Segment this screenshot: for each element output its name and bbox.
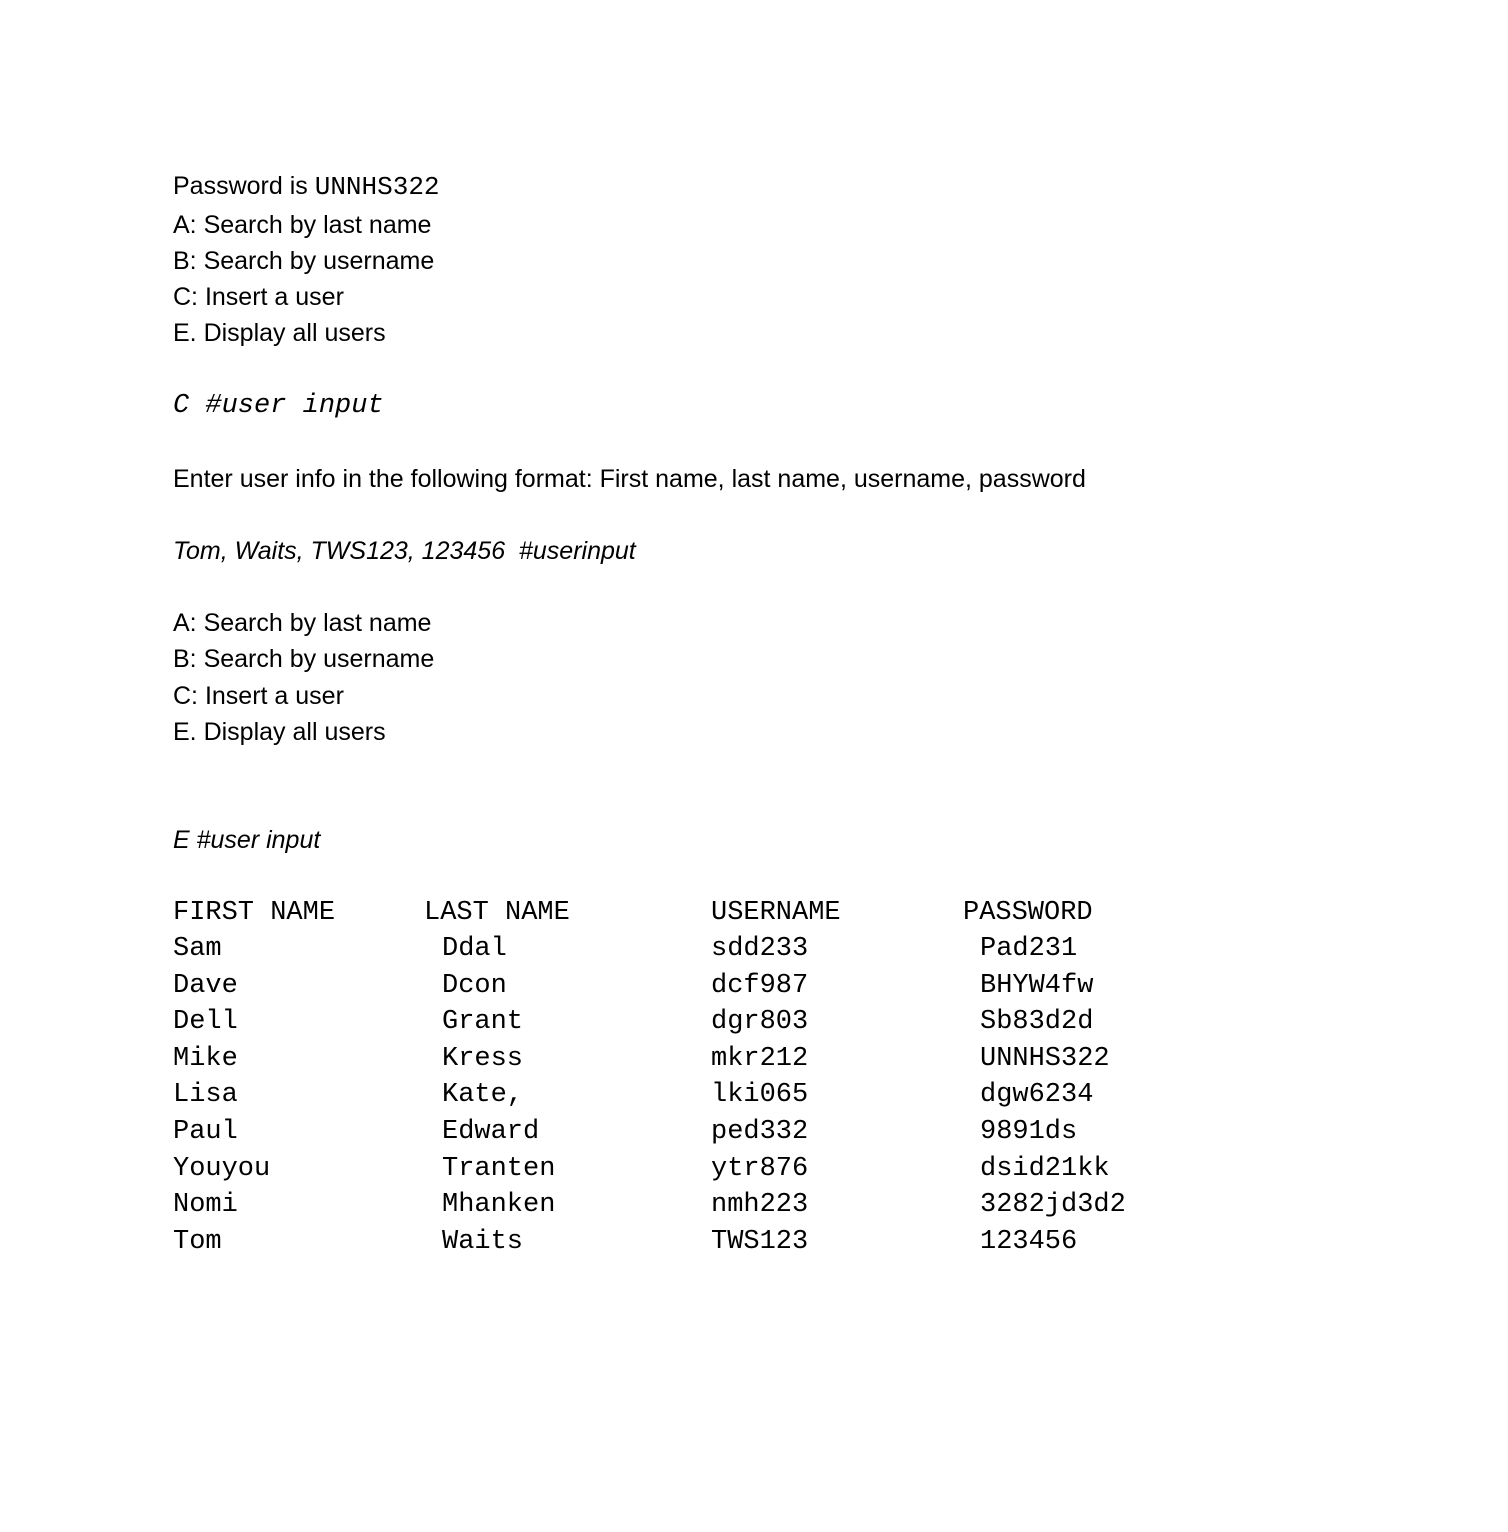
cell-last-name: Edward (442, 1117, 540, 1147)
cell-first-name: Paul (173, 1117, 238, 1147)
cell-password: UNNHS322 (980, 1044, 1110, 1074)
cell-last-name: Grant (442, 1007, 524, 1037)
format-prompt: Enter user info in the following format: First name, last name, username, password (173, 465, 1086, 493)
menu-option-e-2: E. Display all users (173, 718, 386, 746)
cell-first-name: Dell (173, 1007, 238, 1037)
user-input-e: E #user input (173, 826, 321, 854)
cell-first-name: Dave (173, 971, 238, 1001)
cell-password: Pad231 (980, 934, 1078, 964)
cell-username: ytr876 (711, 1154, 809, 1184)
cell-username: sdd233 (711, 934, 809, 964)
cell-password: dgw6234 (980, 1080, 1094, 1110)
menu-option-e: E. Display all users (173, 319, 386, 347)
cell-username: lki065 (711, 1080, 809, 1110)
cell-first-name: Nomi (173, 1190, 238, 1220)
cell-password: BHYW4fw (980, 971, 1094, 1001)
cell-last-name: Kate, (442, 1080, 524, 1110)
user-entry: Tom, Waits, TWS123, 123456 #userinput (173, 537, 636, 565)
header-first-name: FIRST NAME (173, 898, 336, 928)
cell-first-name: Lisa (173, 1080, 238, 1110)
menu-option-a: A: Search by last name (173, 211, 432, 239)
menu-option-b-2: B: Search by username (173, 645, 435, 673)
cell-first-name: Tom (173, 1227, 222, 1257)
menu-option-c: C: Insert a user (173, 283, 344, 311)
header-password: PASSWORD (963, 898, 1093, 928)
cell-username: dcf987 (711, 971, 809, 1001)
cell-username: dgr803 (711, 1007, 809, 1037)
cell-last-name: Waits (442, 1227, 524, 1257)
header-last-name: LAST NAME (424, 898, 570, 928)
cell-last-name: Dcon (442, 971, 507, 1001)
cell-first-name: Sam (173, 934, 222, 964)
cell-password: dsid21kk (980, 1154, 1110, 1184)
password-line (173, 172, 440, 202)
password-value: UNNHS322 (314, 172, 440, 202)
menu-option-a-2: A: Search by last name (173, 609, 432, 637)
cell-password: 123456 (980, 1227, 1078, 1257)
cell-password: Sb83d2d (980, 1007, 1094, 1037)
header-username: USERNAME (711, 898, 841, 928)
cell-password: 9891ds (980, 1117, 1078, 1147)
user-input-c: C #user input (173, 391, 384, 421)
cell-username: nmh223 (711, 1190, 809, 1220)
cell-first-name: Youyou (173, 1154, 271, 1184)
cell-last-name: Kress (442, 1044, 524, 1074)
password-label: Password is (173, 172, 315, 200)
cell-last-name: Ddal (442, 934, 507, 964)
cell-password: 3282jd3d2 (980, 1190, 1126, 1220)
cell-last-name: Tranten (442, 1154, 556, 1184)
cell-username: ped332 (711, 1117, 809, 1147)
cell-username: mkr212 (711, 1044, 809, 1074)
cell-last-name: Mhanken (442, 1190, 556, 1220)
menu-option-c-2: C: Insert a user (173, 682, 344, 710)
cell-username: TWS123 (711, 1227, 809, 1257)
cell-first-name: Mike (173, 1044, 238, 1074)
menu-option-b: B: Search by username (173, 247, 435, 275)
